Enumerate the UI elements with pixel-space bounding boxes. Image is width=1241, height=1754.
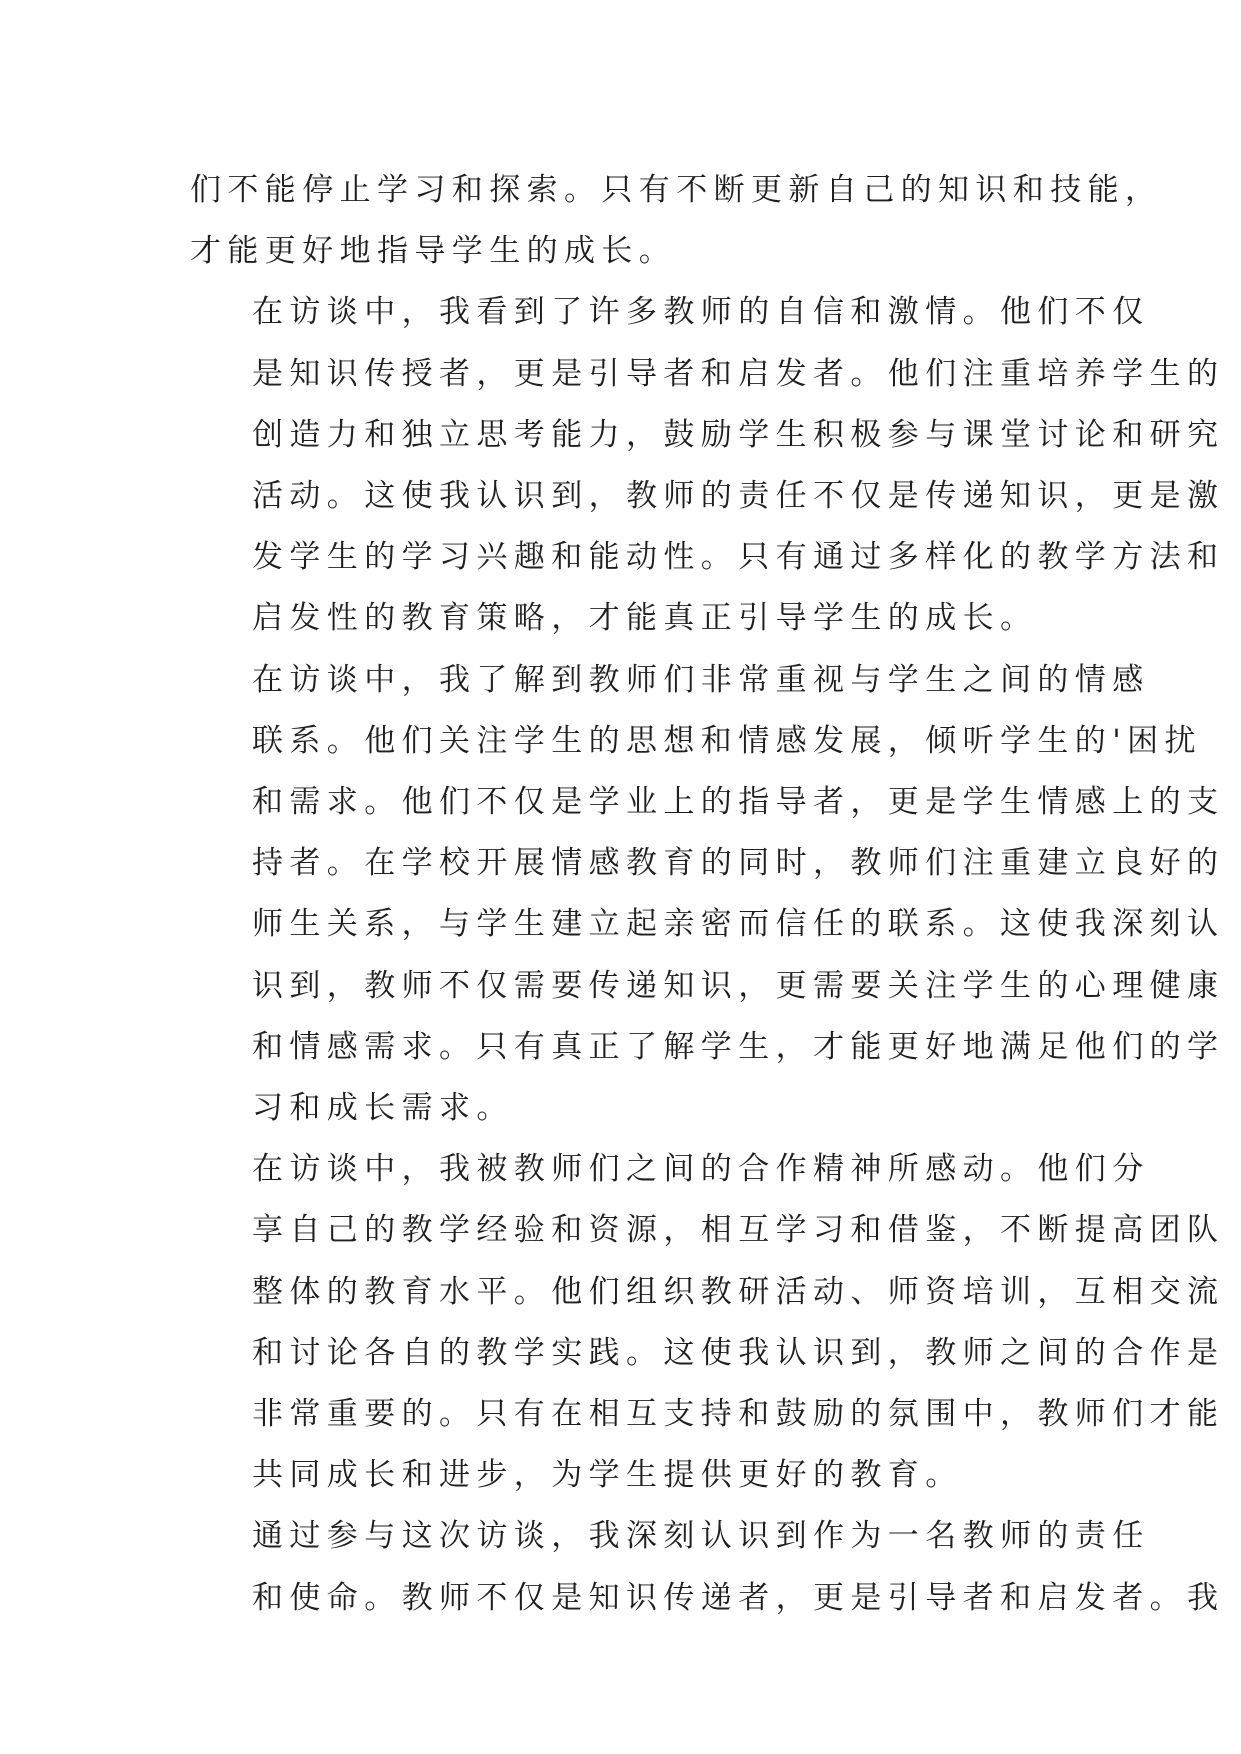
text-line: 在访谈中，我了解到教师们非常重视与学生之间的情感 bbox=[252, 661, 1150, 698]
text-line: 和情感需求。只有真正了解学生，才能更好地满足他们的学 bbox=[252, 1028, 1225, 1065]
text-line: 和使命。教师不仅是知识传递者，更是引导者和启发者。我 bbox=[252, 1579, 1225, 1616]
paragraph-5 bbox=[190, 1506, 1225, 1628]
text-line: 持者。在学校开展情感教育的同时，教师们注重建立良好的 bbox=[252, 845, 1225, 882]
text-line: 通过参与这次访谈，我深刻认识到作为一名教师的责任 bbox=[252, 1518, 1150, 1555]
text-line: 在访谈中，我看到了许多教师的自信和激情。他们不仅 bbox=[252, 294, 1150, 331]
text-line: 师生关系，与学生建立起亲密而信任的联系。这使我深刻认 bbox=[252, 906, 1225, 943]
text-line: 在访谈中，我被教师们之间的合作精神所感动。他们分 bbox=[252, 1151, 1150, 1188]
text-line: 们不能停止学习和探索。只有不断更新自己的知识和技能， bbox=[190, 172, 1163, 208]
text-line: 联系。他们关注学生的思想和情感发展，倾听学生的'困扰 bbox=[252, 722, 1202, 759]
text-line: 创造力和独立思考能力，鼓励学生积极参与课堂讨论和研究 bbox=[252, 416, 1225, 453]
text-line: 识到，教师不仅需要传递知识，更需要关注学生的心理健康 bbox=[252, 967, 1225, 1004]
text-line: 才能更好地指导学生的成长。 bbox=[190, 233, 677, 270]
paragraph-3 bbox=[190, 650, 1225, 1140]
text-line: 发学生的学习兴趣和能动性。只有通过多样化的教学方法和 bbox=[252, 539, 1225, 576]
text-line: 非常重要的。只有在相互支持和鼓励的氛围中，教师们才能 bbox=[252, 1396, 1225, 1433]
text-line: 和讨论各自的教学实践。这使我认识到，教师之间的合作是 bbox=[252, 1334, 1225, 1371]
text-line: 共同成长和进步，为学生提供更好的教育。 bbox=[252, 1457, 963, 1494]
text-line: 启发性的教育策略，才能真正引导学生的成长。 bbox=[252, 600, 1038, 637]
text-line: 整体的教育水平。他们组织教研活动、师资培训，互相交流 bbox=[252, 1273, 1225, 1310]
document-body bbox=[190, 160, 1225, 1629]
text-line: 享自己的教学经验和资源，相互学习和借鉴，不断提高团队 bbox=[252, 1212, 1225, 1249]
text-line: 是知识传授者，更是引导者和启发者。他们注重培养学生的 bbox=[252, 355, 1225, 392]
paragraph-1 bbox=[190, 160, 1163, 282]
text-line: 和需求。他们不仅是学业上的指导者，更是学生情感上的支 bbox=[252, 784, 1225, 821]
text-line: 活动。这使我认识到，教师的责任不仅是传递知识，更是激 bbox=[252, 478, 1225, 515]
text-line: 习和成长需求。 bbox=[252, 1090, 514, 1127]
paragraph-4 bbox=[190, 1139, 1225, 1506]
paragraph-2 bbox=[190, 282, 1225, 649]
